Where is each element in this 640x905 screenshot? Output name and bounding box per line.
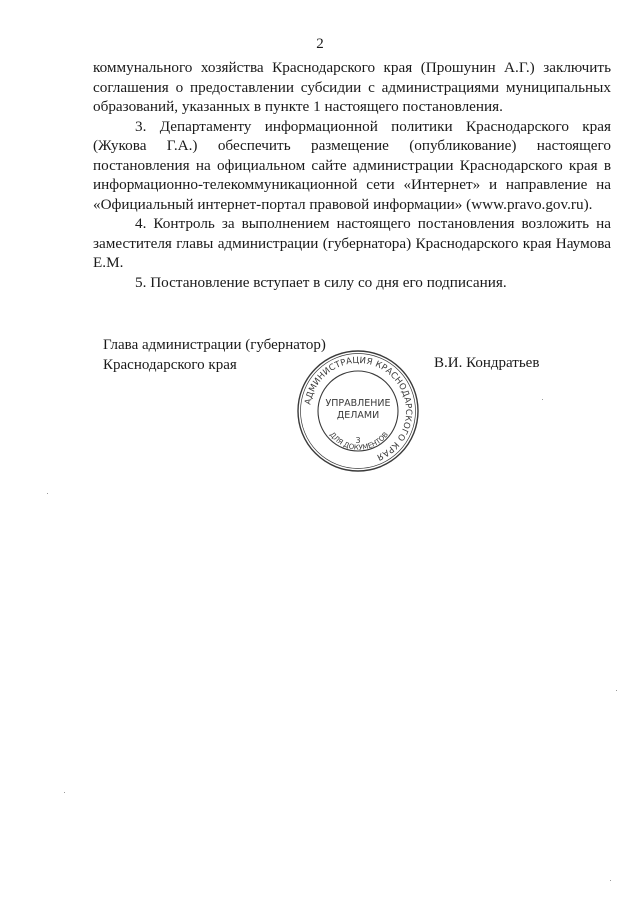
seal-bottom-text: ДЛЯ ДОКУМЕНТОВ xyxy=(327,430,390,452)
page-number: 2 xyxy=(316,36,324,52)
scan-speck xyxy=(64,792,65,793)
paragraph-item-4: 4. Контроль за выполнением настоящего постановления возложить на заместителя главы администрации (губернатора) Краснодарского края Наумова Е.М. xyxy=(93,215,611,271)
paragraph-continuation: коммунального хозяйства Краснодарского края (Прошунин А.Г.) заключить соглашения о предоставлении субсидии с администрациями муниципальных образований, указанных в пункте 1 настоящего постановления. xyxy=(93,59,611,115)
scan-speck xyxy=(47,493,48,494)
paragraph-item-5: 5. Постановление вступает в силу со дня его подписания. xyxy=(135,273,507,291)
signatory-position-line2: Краснодарского края xyxy=(103,357,237,373)
seal-center-line1: УПРАВЛЕНИЕ xyxy=(325,398,391,409)
scan-speck xyxy=(542,399,543,400)
signatory-position xyxy=(103,335,326,375)
seal-number: 3 xyxy=(355,436,361,445)
body-text xyxy=(93,58,611,292)
scan-speck xyxy=(616,690,617,691)
paragraph-item-3: 3. Департаменту информационной политики Краснодарского края (Жукова Г.А.) обеспечить размещение (опубликование) настоящего постановления на официальном сайте администрации Краснодарского края в информационно-телекоммуникационной сети «Интернет» и направление на «Официальный интернет-портал правовой информации» (www.pravo.gov.ru). xyxy=(93,117,611,213)
official-seal xyxy=(296,349,420,473)
seal-outer-text: АДМИНИСТРАЦИЯ КРАСНОДАРСКОГО КРАЯ xyxy=(303,355,414,462)
scan-speck xyxy=(610,880,611,881)
signatory-name: В.И. Кондратьев xyxy=(434,355,540,371)
seal-center-line2: ДЕЛАМИ xyxy=(336,410,380,421)
signatory-position-line1: Глава администрации (губернатор) xyxy=(103,337,326,353)
